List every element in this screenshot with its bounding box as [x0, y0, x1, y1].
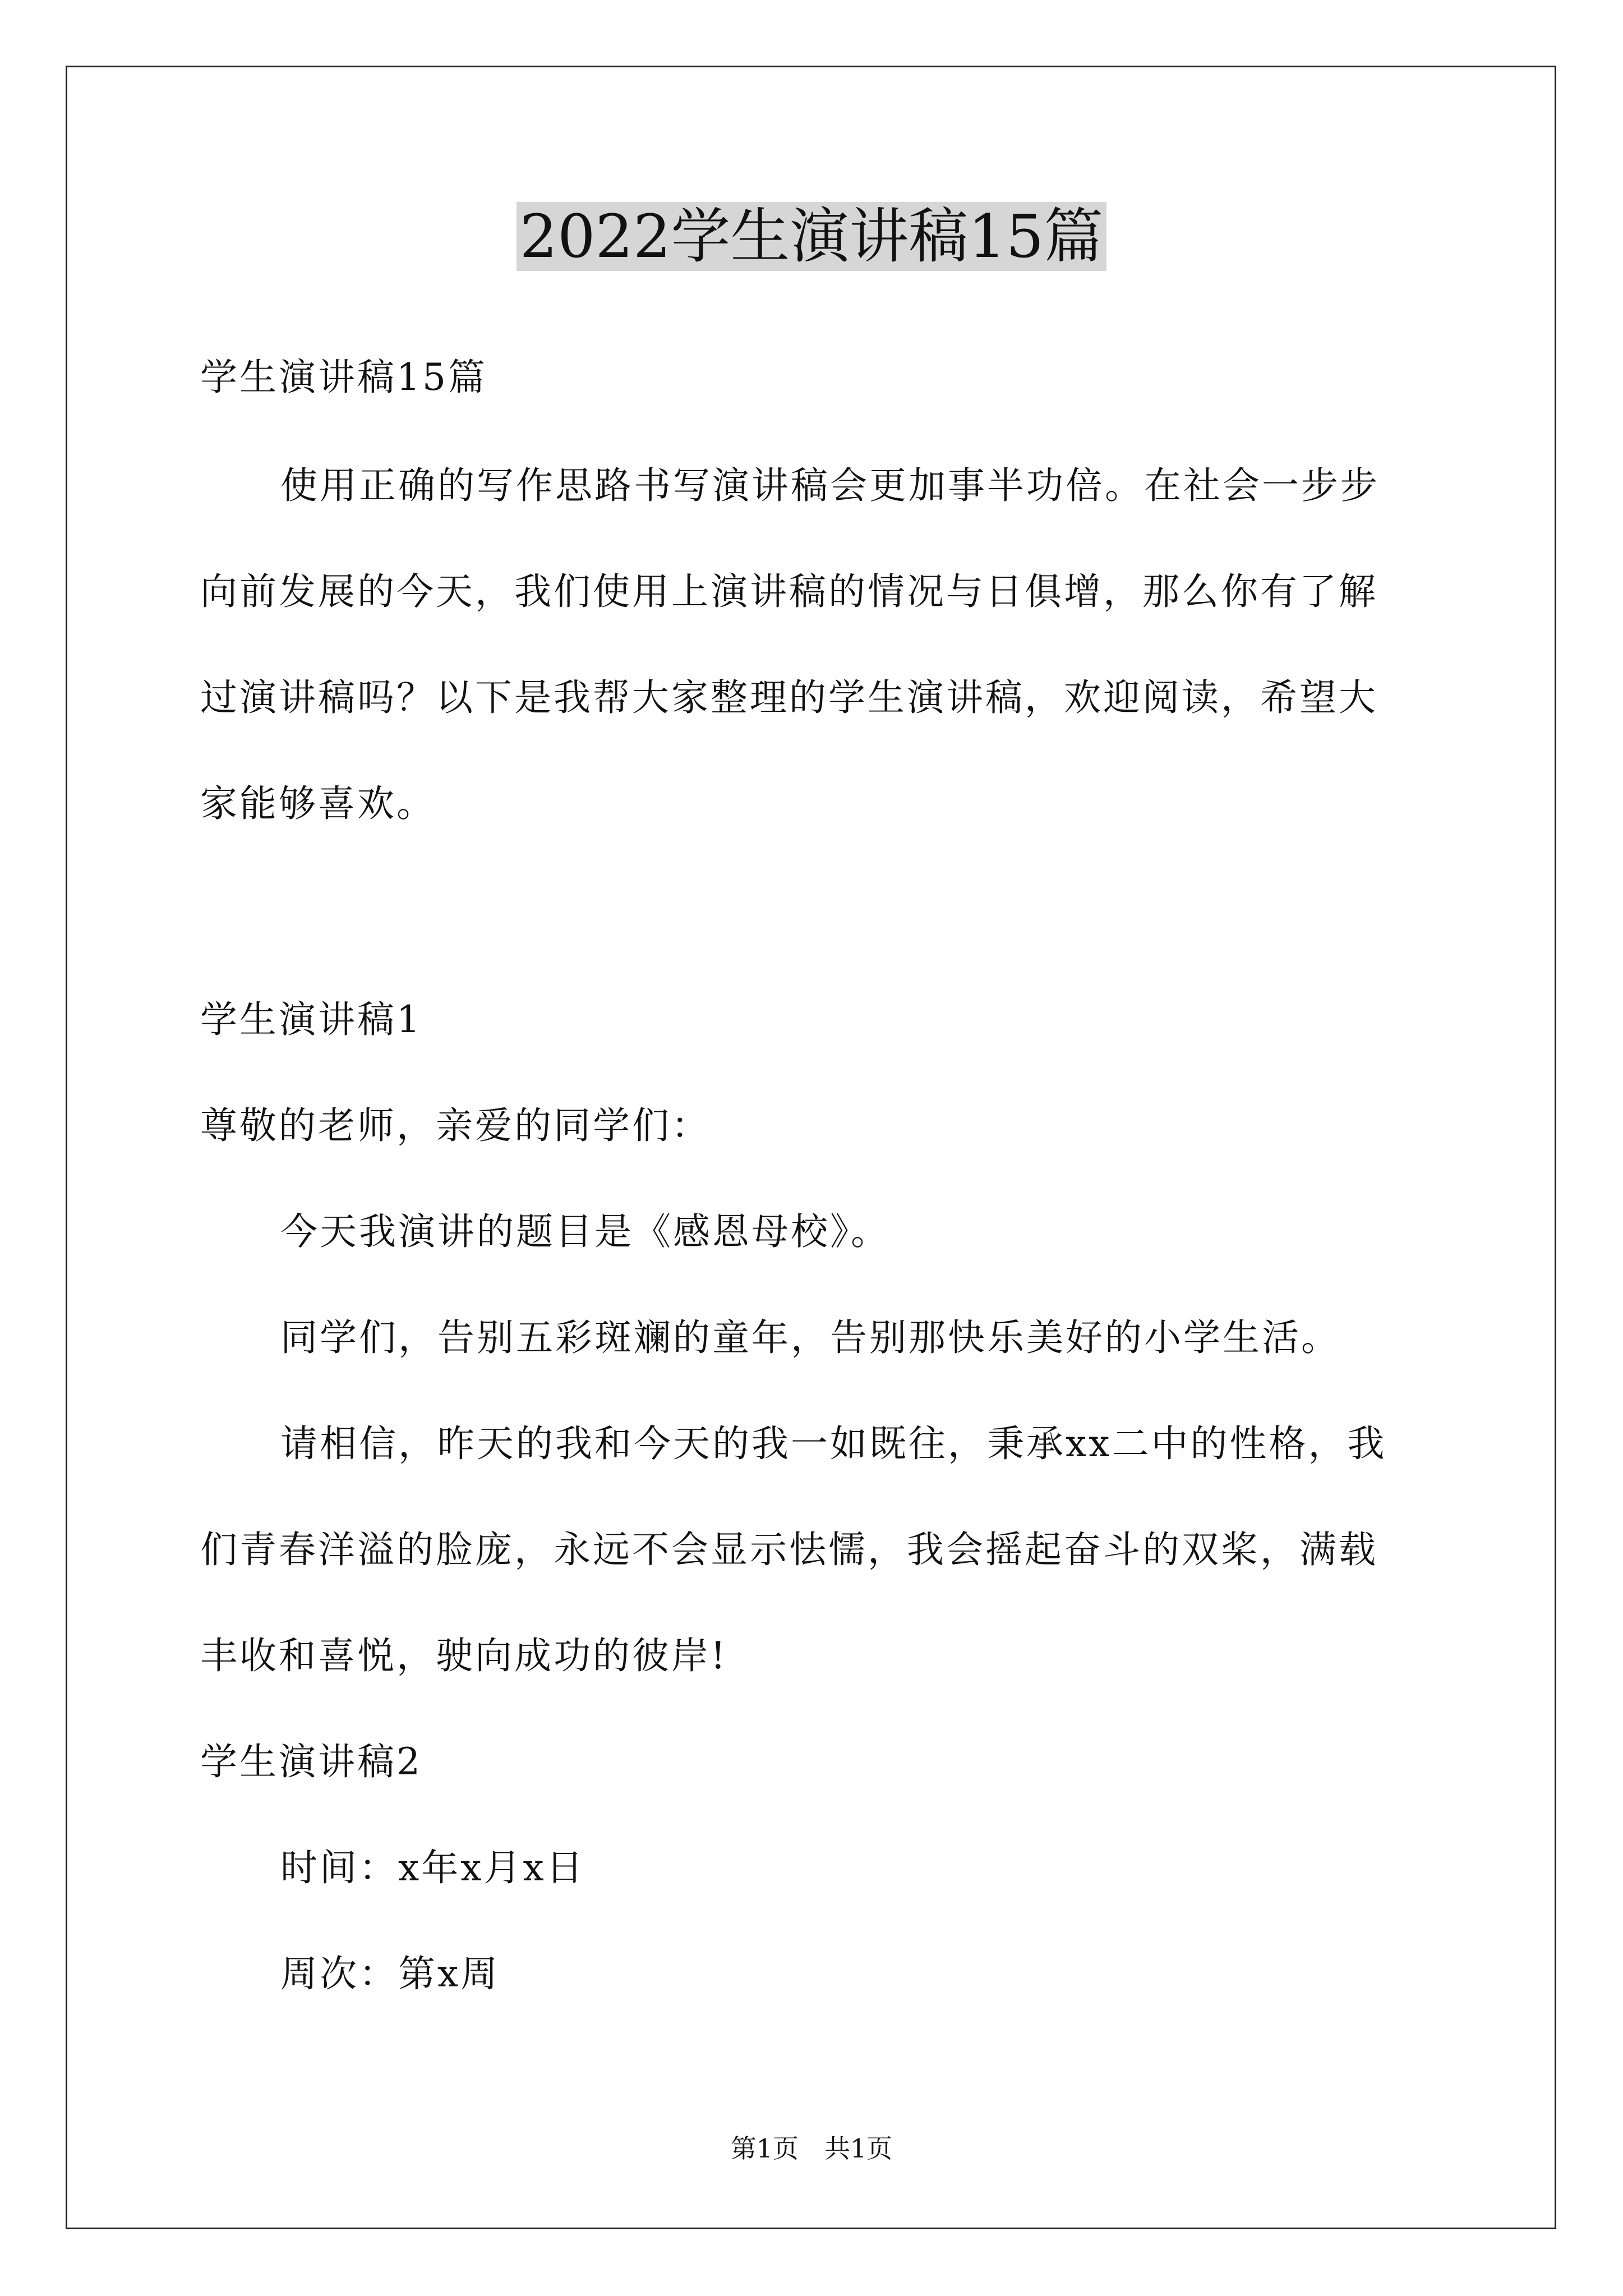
- section1-heading: 学生演讲稿1: [200, 998, 422, 1041]
- document-title: [0, 197, 1623, 276]
- intro-line-1: 使用正确的写作思路书写演讲稿会更加事半功倍。在社会一步步: [280, 464, 1380, 507]
- section2-time: 时间：x年x月x日: [280, 1846, 585, 1889]
- intro-line-3: 过演讲稿吗？以下是我帮大家整理的学生演讲稿，欢迎阅读，希望大: [200, 676, 1378, 719]
- intro-line-4: 家能够喜欢。: [200, 782, 436, 825]
- section2-week: 周次：第x周: [280, 1952, 500, 1995]
- section1-line-2: 同学们，告别五彩斑斓的童年，告别那快乐美好的小学生活。: [280, 1316, 1340, 1359]
- document-title-text: 2022学生演讲稿15篇: [517, 202, 1107, 271]
- section2-heading: 学生演讲稿2: [200, 1740, 422, 1783]
- section1-line-5: 丰收和喜悦，驶向成功的彼岸!: [200, 1634, 728, 1677]
- page-footer: 第1页 共1页: [730, 2133, 893, 2164]
- document-subtitle: 学生演讲稿15篇: [200, 356, 487, 399]
- intro-line-2: 向前发展的今天，我们使用上演讲稿的情况与日俱增，那么你有了解: [200, 570, 1378, 613]
- section1-line-3: 请相信，昨天的我和今天的我一如既往，秉承xx二中的性格，我: [280, 1422, 1387, 1465]
- section1-line-1: 今天我演讲的题目是《感恩母校》。: [280, 1210, 890, 1253]
- section1-line-4: 们青春洋溢的脸庞，永远不会显示怯懦，我会摇起奋斗的双桨，满载: [200, 1528, 1378, 1571]
- section1-greeting: 尊敬的老师，亲爱的同学们：: [200, 1104, 711, 1147]
